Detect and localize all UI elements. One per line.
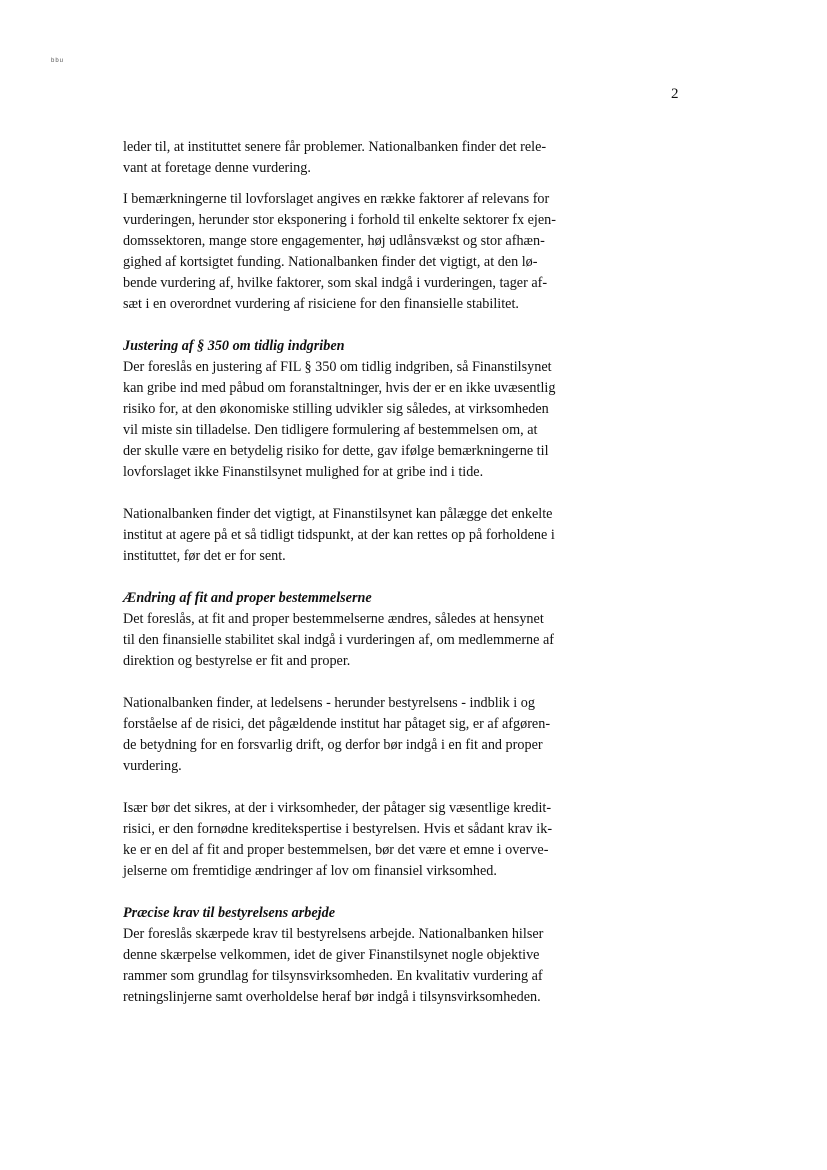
- text-line: instituttet, før det er for sent.: [123, 548, 286, 564]
- text-line: vant at foretage denne vurdering.: [123, 160, 311, 176]
- text-line: de betydning for en forsvarlig drift, og derfor bør indgå i en fit and proper: [123, 737, 543, 753]
- paragraph-fitproper-2: [123, 693, 601, 777]
- paragraph-s350-2: [123, 504, 601, 567]
- paragraph-board-1: [123, 924, 601, 1008]
- text-line: der skulle være en betydelig risiko for dette, gav ifølge bemærkningerne til: [123, 443, 549, 459]
- text-line: Der foreslås en justering af FIL § 350 om tidlig indgriben, så Finanstilsynet: [123, 359, 552, 375]
- text-line: jelserne om fremtidige ændringer af lov om finansiel virksomhed.: [123, 863, 497, 879]
- page-number: 2: [671, 86, 679, 102]
- section-heading-fitproper: Ændring af fit and proper bestemmelserne: [123, 590, 372, 606]
- document-body: [123, 137, 601, 1008]
- text-line: bende vurdering af, hvilke faktorer, som skal indgå i vurderingen, tager af-: [123, 275, 548, 291]
- text-line: kan gribe ind med påbud om foranstaltninger, hvis der er en ikke uvæsentlig: [123, 380, 556, 396]
- paragraph-fitproper-1: [123, 609, 601, 672]
- text-line: Der foreslås skærpede krav til bestyrelsens arbejde. Nationalbanken hilser: [123, 926, 544, 942]
- text-line: institut at agere på et så tidligt tidspunkt, at der kan rettes op på forholdene i: [123, 527, 555, 543]
- text-line: risici, er den fornødne kreditekspertise i bestyrelsen. Hvis et sådant krav ik-: [123, 821, 553, 837]
- paragraph-intro-1: [123, 137, 601, 179]
- text-line: leder til, at instituttet senere får problemer. Nationalbanken finder det rele-: [123, 139, 547, 155]
- text-line: Det foreslås, at fit and proper bestemmelserne ændres, således at hensynet: [123, 611, 544, 627]
- paragraph-intro-2: [123, 189, 601, 315]
- text-line: gighed af kortsigtet funding. Nationalbanken finder det vigtigt, at den lø-: [123, 254, 538, 270]
- text-line: rammer som grundlag for tilsynsvirksomheden. En kvalitativ vurdering af: [123, 968, 543, 984]
- text-line: Nationalbanken finder, at ledelsens - herunder bestyrelsens - indblik i og: [123, 695, 535, 711]
- text-line: forståelse af de risici, det pågældende institut har påtaget sig, er af afgøren-: [123, 716, 551, 732]
- text-line: til den finansielle stabilitet skal indgå i vurderingen af, om medlemmerne af: [123, 632, 555, 648]
- text-line: risiko for, at den økonomiske stilling udvikler sig således, at virksomheden: [123, 401, 549, 417]
- text-line: domssektoren, mange store engagementer, høj udlånsvækst og stor afhæn-: [123, 233, 545, 249]
- corner-mark: bbu: [51, 58, 65, 64]
- paragraph-s350-1: [123, 357, 601, 483]
- text-line: sæt i en overordnet vurdering af risiciene for den finansielle stabilitet.: [123, 296, 519, 312]
- text-line: vil miste sin tilladelse. Den tidligere formulering af bestemmelsen om, at: [123, 422, 538, 438]
- text-line: Især bør det sikres, at der i virksomheder, der påtager sig væsentlige kredit-: [123, 800, 552, 816]
- text-line: I bemærkningerne til lovforslaget angives en række faktorer af relevans for: [123, 191, 550, 207]
- section-heading-board: Præcise krav til bestyrelsens arbejde: [123, 905, 335, 921]
- paragraph-fitproper-3: [123, 798, 601, 882]
- text-line: vurderingen, herunder stor eksponering i forhold til enkelte sektorer fx ejen-: [123, 212, 556, 228]
- text-line: denne skærpelse velkommen, idet de giver Finanstilsynet nogle objektive: [123, 947, 540, 963]
- text-line: direktion og bestyrelse er fit and proper.: [123, 653, 351, 669]
- text-line: Nationalbanken finder det vigtigt, at Finanstilsynet kan pålægge det enkelte: [123, 506, 553, 522]
- text-line: lovforslaget ikke Finanstilsynet mulighed for at gribe ind i tide.: [123, 464, 484, 480]
- section-heading-s350: Justering af § 350 om tidlig indgriben: [123, 338, 345, 354]
- text-line: vurdering.: [123, 758, 182, 774]
- text-line: ke er en del af fit and proper bestemmelsen, bør det være et emne i overve-: [123, 842, 549, 858]
- text-line: retningslinjerne samt overholdelse heraf bør indgå i tilsynsvirksomheden.: [123, 989, 541, 1005]
